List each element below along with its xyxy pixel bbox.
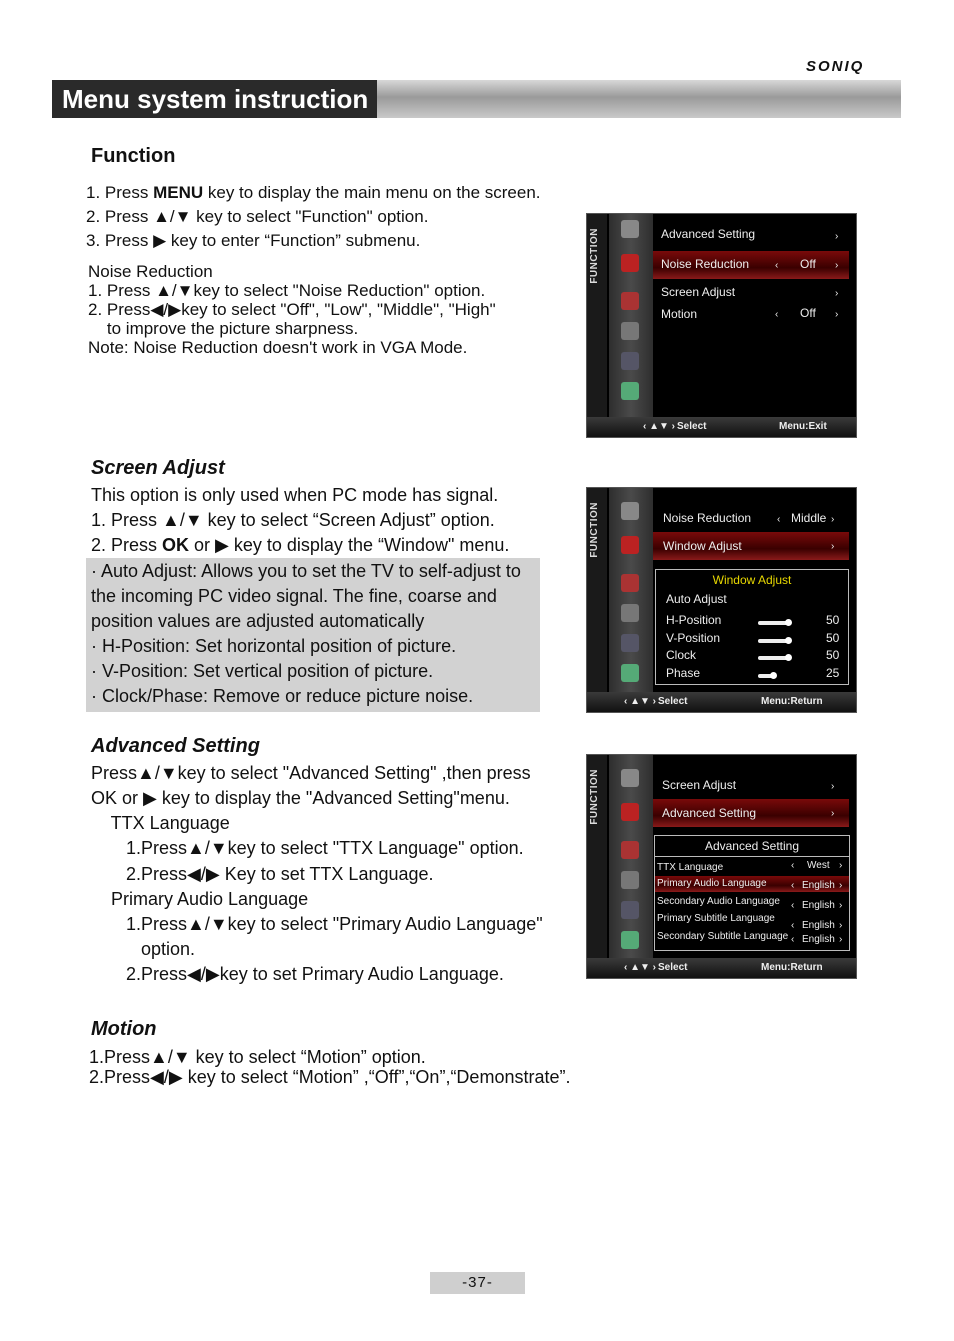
slider-knob[interactable] <box>785 619 792 626</box>
footer-select: Select <box>658 962 688 973</box>
footer-exit: Menu:Exit <box>779 421 827 432</box>
chevron-left-icon: ‹ <box>777 514 781 525</box>
chevron-right-icon: › <box>835 231 839 242</box>
function-step-3: 3. Press ▶ key to enter “Function” submenu. <box>86 231 421 250</box>
advanced-setting-submenu <box>654 835 850 951</box>
osd-side <box>587 755 607 958</box>
chevron-right-icon: › <box>831 514 835 525</box>
as-line-6: Primary Audio Language <box>91 889 309 909</box>
sound-icon <box>621 803 639 821</box>
submenu-item-label[interactable]: TTX Language <box>657 862 724 873</box>
chevron-right-icon: › <box>835 309 839 320</box>
function-step-2: 2. Press ▲/▼ key to select "Function" option. <box>86 207 429 226</box>
as-line-3: TTX Language <box>91 813 230 833</box>
osd-function-menu <box>586 213 857 438</box>
chevron-right-icon: › <box>839 860 843 871</box>
osd-side-label: FUNCTION <box>589 502 600 558</box>
as-line-1: Press▲/▼key to select "Advanced Setting" ,then press <box>91 763 531 783</box>
setup-icon <box>621 901 639 919</box>
submenu-item-label[interactable]: Phase <box>666 666 701 680</box>
function-icon <box>621 664 639 682</box>
sound-icon <box>621 254 639 272</box>
submenu-item-label[interactable]: Auto Adjust <box>666 592 727 606</box>
as-line-5: 2.Press◀/▶ Key to set TTX Language. <box>91 864 434 884</box>
osd-icon-column <box>609 755 653 958</box>
picture-icon <box>621 220 639 238</box>
time-icon <box>621 871 639 889</box>
as-line-7: 1.Press▲/▼key to select "Primary Audio Language" <box>91 914 543 934</box>
chevron-right-icon: › <box>839 880 843 891</box>
page-number: -37- <box>430 1272 525 1294</box>
nr-line-2: 2. Press◀/▶key to select "Off", "Low", "Middle", "High" <box>88 300 496 319</box>
osd-footer <box>587 692 856 712</box>
nr-note: Note: Noise Reduction doesn't work in VGA Mode. <box>88 338 468 357</box>
channel-icon <box>621 841 639 859</box>
submenu-item-value: 50 <box>826 613 840 627</box>
chevron-right-icon: › <box>839 934 843 945</box>
chevron-right-icon: › <box>835 260 839 271</box>
function-icon <box>621 382 639 400</box>
osd-side-label: FUNCTION <box>589 769 600 825</box>
channel-icon <box>621 292 639 310</box>
screen-adjust-heading: Screen Adjust <box>91 457 225 479</box>
submenu-item-label[interactable]: Primary Subtitle Language <box>657 913 775 924</box>
footer-return: Menu:Return <box>761 696 823 707</box>
submenu-item-label[interactable]: Secondary Subtitle Language <box>657 931 789 942</box>
slider-track <box>758 621 788 625</box>
slider-track <box>758 656 788 660</box>
setup-icon <box>621 634 639 652</box>
osd-footer <box>587 417 856 437</box>
osd-side <box>587 214 607 417</box>
box-line: · Clock/Phase: Remove or reduce picture noise. <box>91 686 474 706</box>
chevron-left-icon: ‹ <box>791 880 795 891</box>
chevron-left-icon: ‹ <box>791 900 795 911</box>
osd-item-label[interactable]: Window Adjust <box>663 539 742 553</box>
sa-line-3: 2. Press OK or ▶ key to display the “Window" menu. <box>91 535 510 555</box>
osd-item-value: Off <box>800 306 816 320</box>
osd-item-value: Middle <box>791 511 827 525</box>
box-line: position values are adjusted automatically <box>91 611 425 631</box>
chevron-left-icon: ‹ <box>791 860 795 871</box>
osd-item-label[interactable]: Screen Adjust <box>661 285 736 299</box>
brand-logo: SONIQ <box>806 58 865 75</box>
submenu-item-label[interactable]: Primary Audio Language <box>657 878 767 889</box>
osd-icon-column <box>609 214 653 417</box>
as-line-9: 2.Press◀/▶key to set Primary Audio Language. <box>91 964 504 984</box>
time-icon <box>621 604 639 622</box>
submenu-item-value: English <box>802 880 835 891</box>
submenu-item-value: West <box>807 860 830 871</box>
chevron-right-icon: › <box>831 541 835 552</box>
nr-line-1: 1. Press ▲/▼key to select "Noise Reduction" option. <box>88 281 486 300</box>
screen-adjust-note-box <box>86 558 540 712</box>
noise-reduction-heading: Noise Reduction <box>88 262 213 281</box>
as-line-4: 1.Press▲/▼key to select "TTX Language" option. <box>91 838 524 858</box>
submenu-item-label[interactable]: H-Position <box>666 613 722 627</box>
osd-footer <box>587 958 856 978</box>
chevron-left-icon: ‹ <box>791 934 795 945</box>
as-line-2: OK or ▶ key to display the "Advanced Setting"menu. <box>91 788 510 808</box>
submenu-item-value: English <box>802 934 835 945</box>
submenu-item-value: 50 <box>826 648 840 662</box>
submenu-item-label[interactable]: Clock <box>666 648 697 662</box>
osd-icon-column <box>609 488 653 692</box>
function-heading: Function <box>91 145 176 167</box>
sa-line-2: 1. Press ▲/▼ key to select “Screen Adjust” option. <box>91 510 495 530</box>
function-step-1: 1. Press MENU key to display the main menu on the screen. <box>86 183 541 202</box>
chevron-right-icon: › <box>839 920 843 931</box>
box-line: the incoming PC video signal. The fine, coarse and <box>91 586 497 606</box>
osd-item-label[interactable]: Advanced Setting <box>661 227 756 241</box>
footer-return: Menu:Return <box>761 962 823 973</box>
chevron-left-icon: ‹ <box>775 309 779 320</box>
footer-select: Select <box>677 421 707 432</box>
osd-item-label[interactable]: Noise Reduction <box>661 257 750 271</box>
window-adjust-submenu <box>655 569 849 685</box>
submenu-item-label[interactable]: V-Position <box>666 631 721 645</box>
osd-window-adjust-menu <box>586 487 857 713</box>
osd-item-value: Off <box>800 257 816 271</box>
as-line-8: option. <box>91 939 196 959</box>
submenu-title: Window Adjust <box>712 573 792 587</box>
picture-icon <box>621 769 639 787</box>
advanced-setting-heading: Advanced Setting <box>91 735 260 757</box>
nav-arrows-icon: ‹ ▲▼ › <box>624 962 657 973</box>
nr-line-3: to improve the picture sharpness. <box>88 319 359 338</box>
osd-item-label[interactable]: Advanced Setting <box>662 806 757 820</box>
time-icon <box>621 322 639 340</box>
slider-knob[interactable] <box>785 654 792 661</box>
submenu-item-value: 25 <box>826 666 840 680</box>
motion-heading: Motion <box>91 1018 157 1040</box>
chevron-right-icon: › <box>835 288 839 299</box>
footer-select: Select <box>658 696 688 707</box>
sound-icon <box>621 536 639 554</box>
nav-arrows-icon: ‹ ▲▼ › <box>643 421 676 432</box>
box-line: · Auto Adjust: Allows you to set the TV to self-adjust to <box>91 561 521 581</box>
submenu-title: Advanced Setting <box>704 839 800 853</box>
chevron-left-icon: ‹ <box>791 920 795 931</box>
submenu-item-label[interactable]: Secondary Audio Language <box>657 896 780 907</box>
setup-icon <box>621 352 639 370</box>
slider-knob[interactable] <box>785 637 792 644</box>
motion-line-2: 2.Press◀/▶ key to select “Motion” ,“Off”,“On”,“Demonstrate”. <box>89 1067 571 1087</box>
picture-icon <box>621 502 639 520</box>
chevron-left-icon: ‹ <box>775 260 779 271</box>
submenu-item-value: 50 <box>826 631 840 645</box>
osd-advanced-setting-menu <box>586 754 857 979</box>
osd-side <box>587 488 607 692</box>
box-line: · V-Position: Set vertical position of picture. <box>91 661 434 681</box>
osd-item-label[interactable]: Noise Reduction <box>663 511 752 525</box>
channel-icon <box>621 574 639 592</box>
nav-arrows-icon: ‹ ▲▼ › <box>624 696 657 707</box>
submenu-item-value: English <box>802 900 835 911</box>
sa-line-1: This option is only used when PC mode has signal. <box>91 485 499 505</box>
page-title: Menu system instruction <box>52 80 377 118</box>
chevron-right-icon: › <box>831 781 835 792</box>
function-icon <box>621 931 639 949</box>
box-line: · H-Position: Set horizontal position of picture. <box>91 636 457 656</box>
slider-knob[interactable] <box>770 672 777 679</box>
submenu-divider <box>655 856 849 857</box>
osd-item-label[interactable]: Screen Adjust <box>662 778 737 792</box>
submenu-item-value: English <box>802 920 835 931</box>
chevron-right-icon: › <box>831 808 835 819</box>
motion-line-1: 1.Press▲/▼ key to select “Motion” option. <box>89 1047 426 1067</box>
slider-track <box>758 639 788 643</box>
chevron-right-icon: › <box>839 900 843 911</box>
osd-item-label[interactable]: Motion <box>661 307 698 321</box>
osd-side-label: FUNCTION <box>589 228 600 284</box>
